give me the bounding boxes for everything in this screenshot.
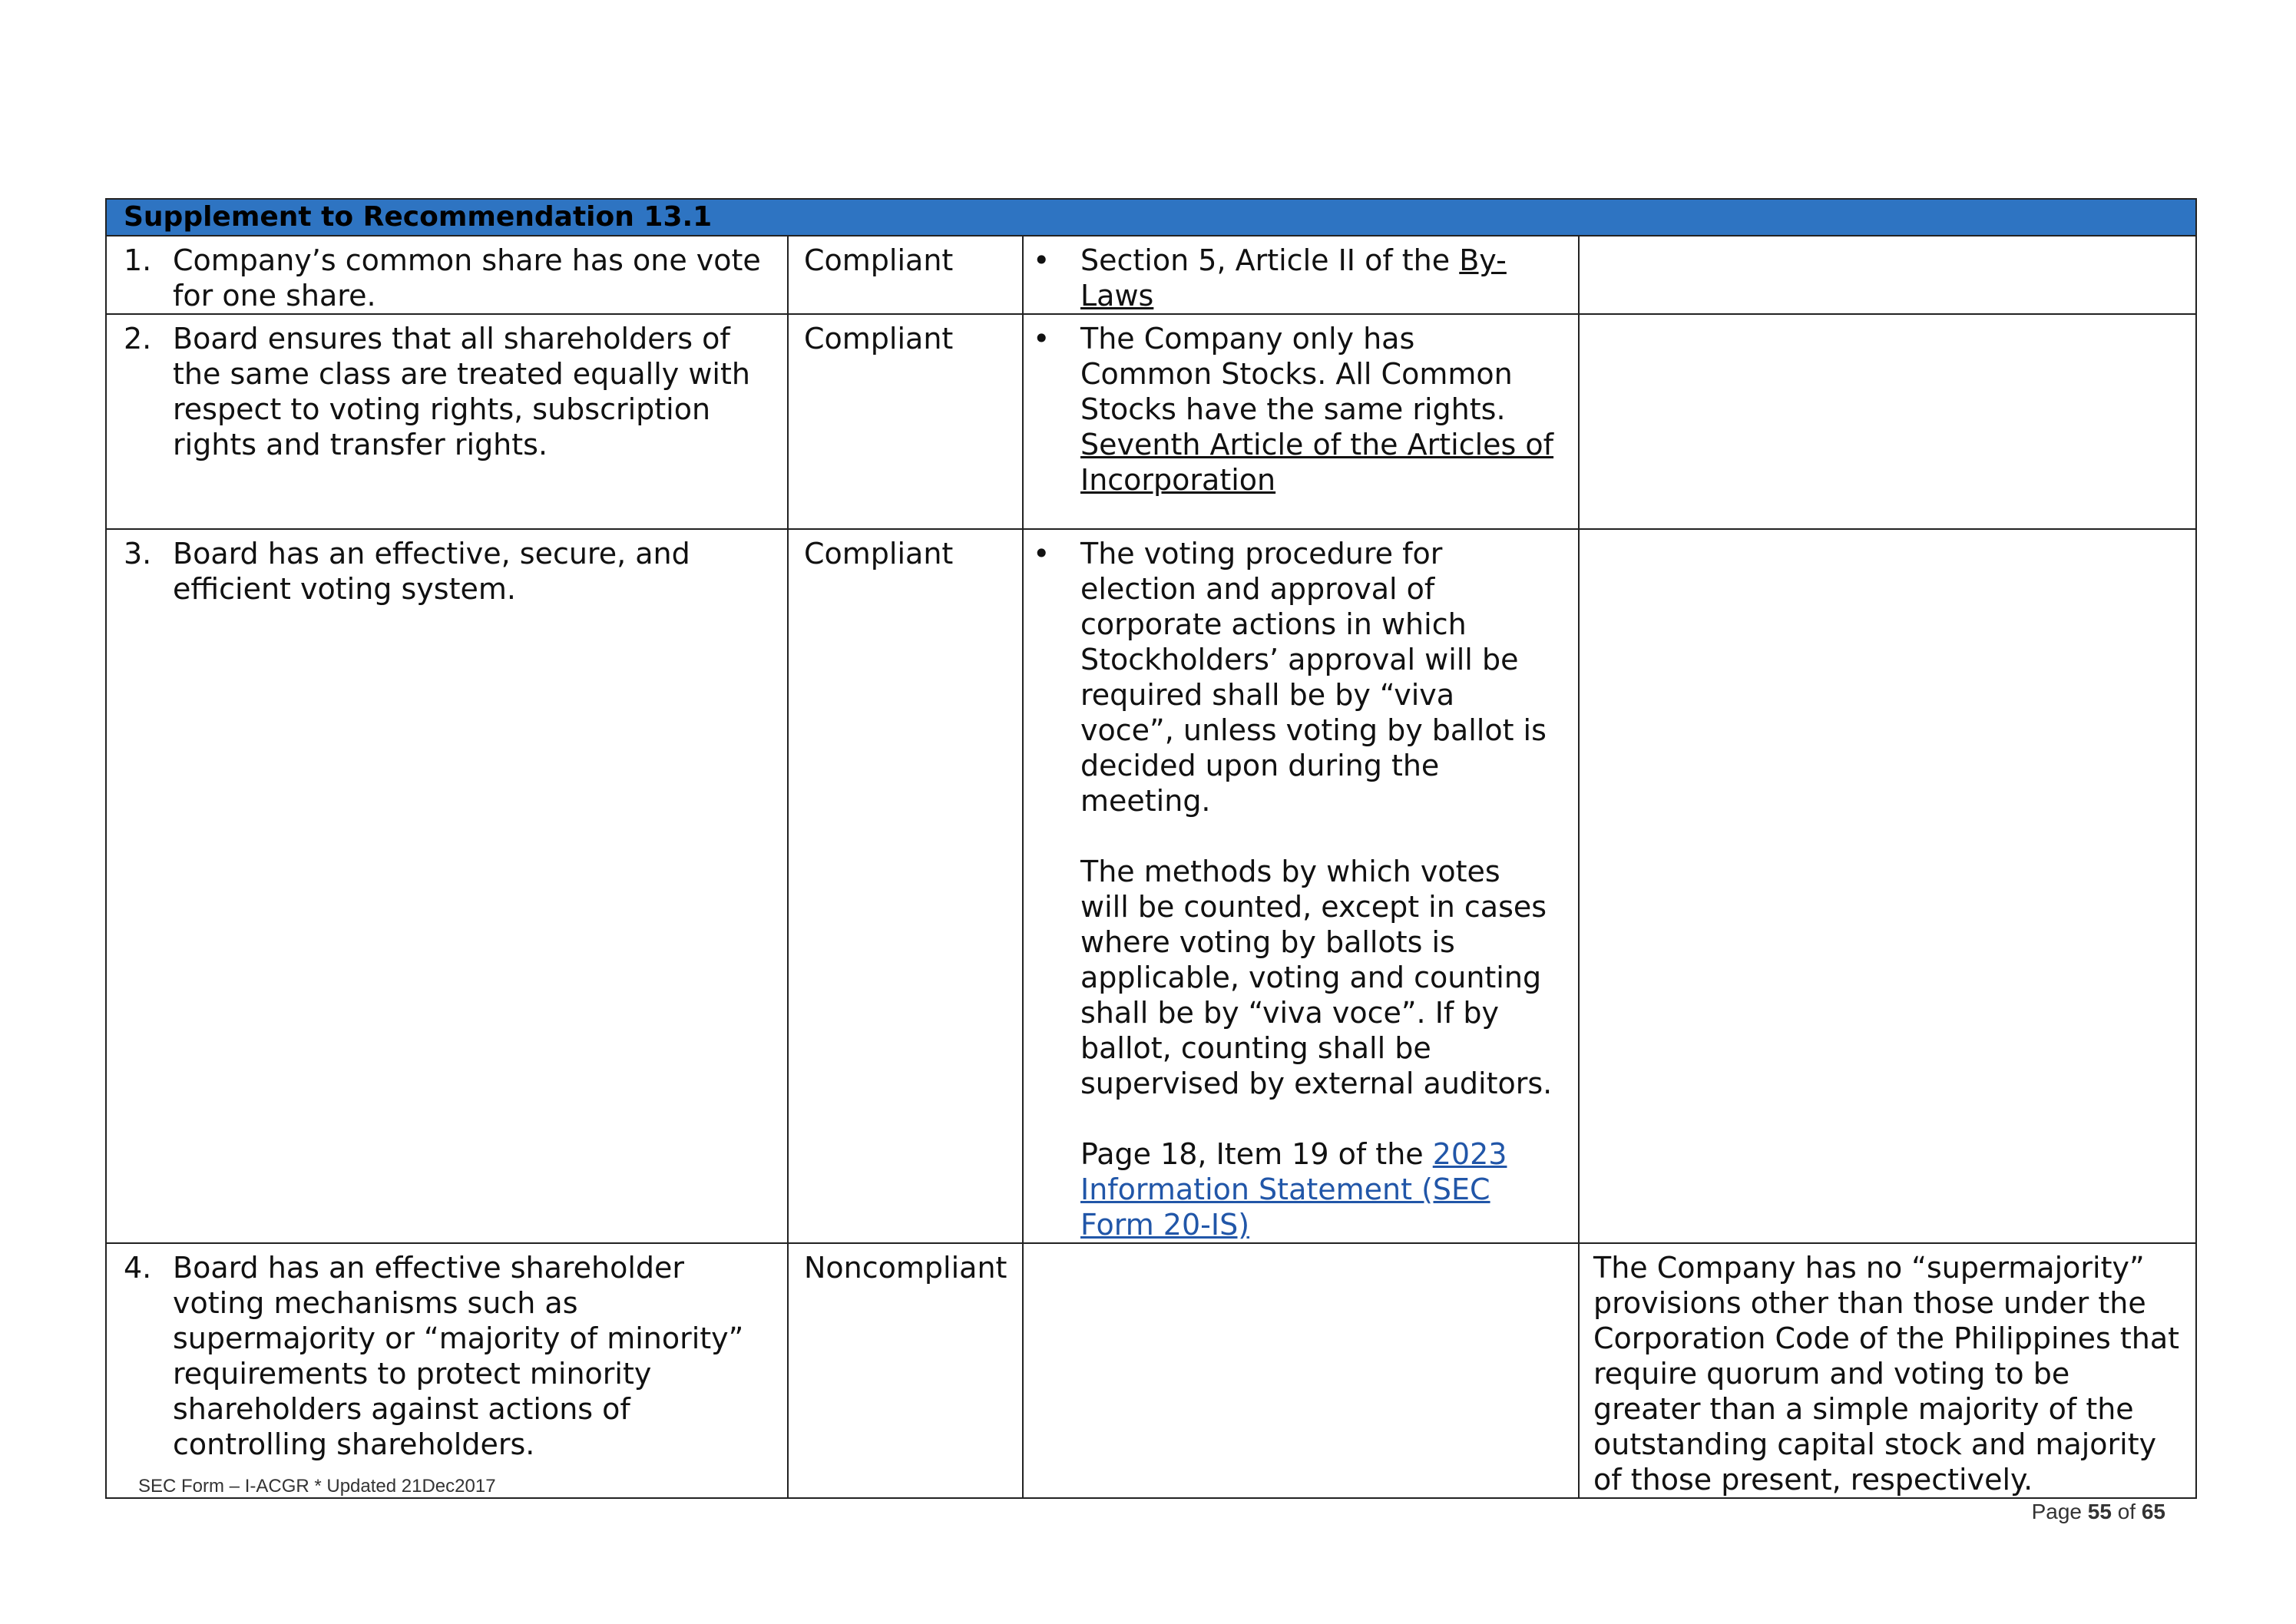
item-text: Board ensures that all shareholders of the same class are treated equally with respect to voting rights, subscription rights and transfer rights. [173,322,750,461]
paragraph-spacer [1080,819,1555,854]
table-row [106,314,2196,529]
item-text: Board has an effective shareholder voting mechanisms such as supermajority or “majority of minority” requirements to protect minority shareholders against actions of controlling shareholders. [173,1251,744,1461]
status-cell: Noncompliant [788,1243,1023,1498]
item-text: Board has an effective, secure, and efficient voting system. [173,537,690,606]
item-cell [106,1243,788,1498]
page-of: of [2111,1500,2142,1523]
status-cell: Compliant [788,314,1023,529]
item-number: 3. [124,537,152,571]
reference-cell [1023,1243,1579,1498]
item-cell [106,314,788,529]
reference-text: The Company only has Common Stocks. All Common Stocks have the same rights. [1080,322,1513,426]
remarks-cell [1579,529,2196,1243]
bylaws-link[interactable]: By-Laws [1080,243,1507,313]
paragraph-spacer [1080,1101,1555,1136]
reference-text: Page 18, Item 19 of the [1080,1137,1433,1171]
bullet-icon: • [1033,322,1050,356]
item-cell [106,529,788,1243]
remarks-cell [1579,314,2196,529]
item-cell [106,236,788,314]
reference-text: Section 5, Article II of the [1080,243,1460,277]
page-current: 55 [2087,1500,2112,1523]
reference-paragraph: The voting procedure for election and approval of corporate actions in which Stockholders’ approval will be required shall be by “viva voce”, unless voting by ballot is decided upon during the meeting. [1080,537,1547,818]
recommendation-table [105,198,2197,1499]
table-header-row [106,199,2196,236]
page-prefix: Page [2031,1500,2088,1523]
reference-cell [1023,529,1579,1243]
bullet-icon: • [1033,243,1050,277]
item-number: 1. [124,243,152,277]
table-row [106,529,2196,1243]
bullet-icon: • [1033,537,1050,571]
item-number: 2. [124,322,152,356]
remarks-cell: The Company has no “supermajority” provisions other than those under the Corporation Code of the Philippines that require quorum and voting to be greater than a simple majority of the outstanding capital stock and majority of those present, respectively. [1579,1243,2196,1498]
status-cell: Compliant [788,529,1023,1243]
page-total: 65 [2141,1500,2165,1523]
reference-paragraph: The methods by which votes will be counted, except in cases where voting by ballots is applicable, voting and counting shall be by “viva voce”. If by ballot, counting shall be supervised by external auditors. [1080,855,1553,1100]
section-header: Supplement to Recommendation 13.1 [106,199,2196,236]
table-row [106,236,2196,314]
reference-paragraph [1080,1136,1555,1242]
form-label: SEC Form – I-ACGR * Updated 21Dec2017 [138,1476,496,1497]
reference-cell [1023,236,1579,314]
item-text: Company’s common share has one vote for one share. [173,243,761,313]
information-statement-link[interactable]: 2023 Information Statement (SEC Form 20-IS) [1080,1137,1507,1242]
page-number [2032,1500,2165,1524]
table-row [106,1243,2196,1498]
remarks-cell [1579,236,2196,314]
reference-cell [1023,314,1579,529]
articles-of-incorporation-link[interactable]: Seventh Article of the Articles of Incorporation [1080,428,1554,497]
status-cell: Compliant [788,236,1023,314]
item-number: 4. [124,1251,152,1285]
